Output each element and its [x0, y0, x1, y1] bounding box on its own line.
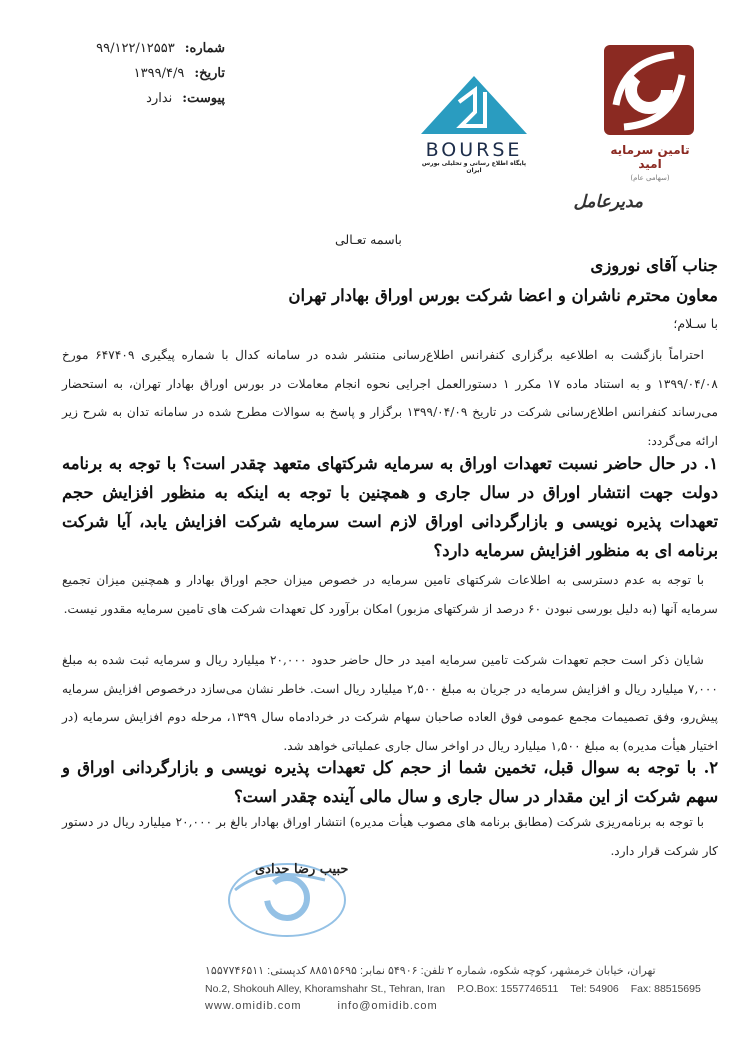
email-link[interactable]: info@omidib.com	[337, 1000, 438, 1012]
bourse-logo	[415, 72, 533, 174]
invocation: باسمه تعـالی	[335, 232, 402, 247]
question-1: ۱. در حال حاضر نسبت تعهدات اوراق به سرمایه شرکتهای متعهد چقدر است؟ با توجه به برنامه دولت جهت انتشار اوراق در سال جاری و همچنین با توجه به اینکه به منظور افزایش حجم تعهدات پذیره نویسی و بازارگردانی اوراق لازم است سرمایه شرکت افزایش یابد، آیا شرکت برنامه ای به منظور افزایش سرمایه دارد؟	[62, 454, 718, 560]
letter-number: ۹۹/۱۲۲/۱۲۵۵۳	[96, 41, 175, 56]
footer-address-en	[205, 983, 701, 995]
letter-meta	[85, 36, 225, 111]
company-emblem-icon	[604, 45, 694, 135]
attachment-value: ندارد	[146, 91, 173, 106]
footer-contacts	[205, 1000, 695, 1012]
number-label: شماره:	[184, 41, 225, 56]
recipient: جناب آقای نوروزی	[590, 256, 718, 275]
date-label: تاریخ:	[194, 66, 225, 81]
bourse-triangle-icon	[415, 72, 533, 136]
letter-date: ۱۳۹۹/۴/۹	[133, 66, 185, 81]
intro-paragraph: احتراماً بازگشت به اطلاعیه برگزاری کنفرانس اطلاع‌رسانی منتشر شده در سامانه کدال با شماره پیگیری ۶۴۷۴۰۹ مورخ ۱۳۹۹/۰۴/۰۸ و به استناد ماده ۱۷ مکرر ۱ دستورالعمل اجرایی نحوه انجام معاملات در بورس اوراق بهادار تهران، به استحضار می‌رساند کنفرانس اطلاع‌رسانی شرکت در تاریخ ۱۳۹۹/۰۴/۰۹ برگزار و پاسخ به سوالات مطرح شده در سامانه تدان به شرح زیر ارائه می‌گردد:	[62, 348, 718, 448]
answer-1-paragraph-2: شایان ذکر است حجم تعهدات شرکت تامین سرمایه امید در حال حاضر حدود ۲۰,۰۰۰ میلیارد ریال و سرمایه ثبت شده به مبلغ ۷,۰۰۰ میلیارد ریال و افزایش سرمایه در جریان به مبلغ ۲,۵۰۰ میلیارد ریال است. خاطر نشان می‌سازد درخصوص افزایش سرمایه پیش‌رو، وفق تصمیمات مجمع عمومی فوق العاده صاحبان سهام شرکت در خردادماه سال ۱۳۹۹، مرحله دوم افزایش سرمایه (در اختیار هیأت مدیره) به مبلغ ۱,۵۰۰ میلیارد ریال در اواخر سال جاری عملیاتی خواهد شد.	[62, 653, 718, 753]
signatory-name: حبیب رضا حدادی	[255, 862, 349, 877]
answer-1-paragraph-1: با توجه به عدم دسترسی به اطلاعات شرکتهای تامین سرمایه در خصوص میزان حجم اوراق بهادار و همچنین میزان تجمیع سرمایه آنها (به دلیل بورسی نبودن ۶۰ درصد از شرکتهای مزبور) امکان برآورد کل تعهدات شرکت های تامین سرمایه مقدور نیست.	[62, 573, 718, 616]
handwritten-note: مدیرعامل	[573, 192, 643, 212]
company-type: (سهامی عام)	[630, 174, 670, 182]
po-box: P.O.Box: 1557746511	[457, 983, 559, 995]
company-logo	[597, 45, 703, 180]
bourse-subtitle: پایگاه اطلاع رسانی و تحلیلی بورس ایران	[421, 160, 527, 174]
phone: Tel: 54906	[570, 983, 619, 995]
company-name: تامین سرمایه امید	[610, 143, 690, 171]
address-en: No.2, Shokouh Alley, Khoramshahr St., Tehran, Iran	[205, 983, 446, 995]
attachment-label: پیوست:	[182, 91, 225, 106]
question-2: ۲. با توجه به سوال قبل، تخمین شما از حجم کل تعهدات پذیره نویسی و بازارگردانی اوراق و سهم شرکت از این مقدار در سال جاری و سال مالی آینده چقدر است؟	[62, 758, 718, 806]
footer-address-fa: تهران، خیابان خرمشهر، کوچه شکوه، شماره ۲ تلفن: ۵۴۹۰۶ نمابر: ۸۸۵۱۵۶۹۵ کدپستی: ۱۵۵۷۷۴۶۵۱۱	[205, 965, 656, 977]
recipient-title: معاون محترم ناشران و اعضا شرکت بورس اوراق بهادار تهران	[288, 286, 718, 305]
bourse-wordmark: BOURSE	[425, 139, 523, 161]
answer-2-paragraph: با توجه به برنامه‌ریزی شرکت (مطابق برنامه های مصوب هیأت مدیره) انتشار اوراق بهادار بالغ بر ۲۰,۰۰۰ میلیارد ریال در دستور کار شرکت قرار دارد.	[62, 815, 718, 858]
greeting: با سـلام؛	[673, 316, 718, 331]
website-link[interactable]: www.omidib.com	[205, 1000, 302, 1012]
fax: Fax: 88515695	[630, 983, 701, 995]
